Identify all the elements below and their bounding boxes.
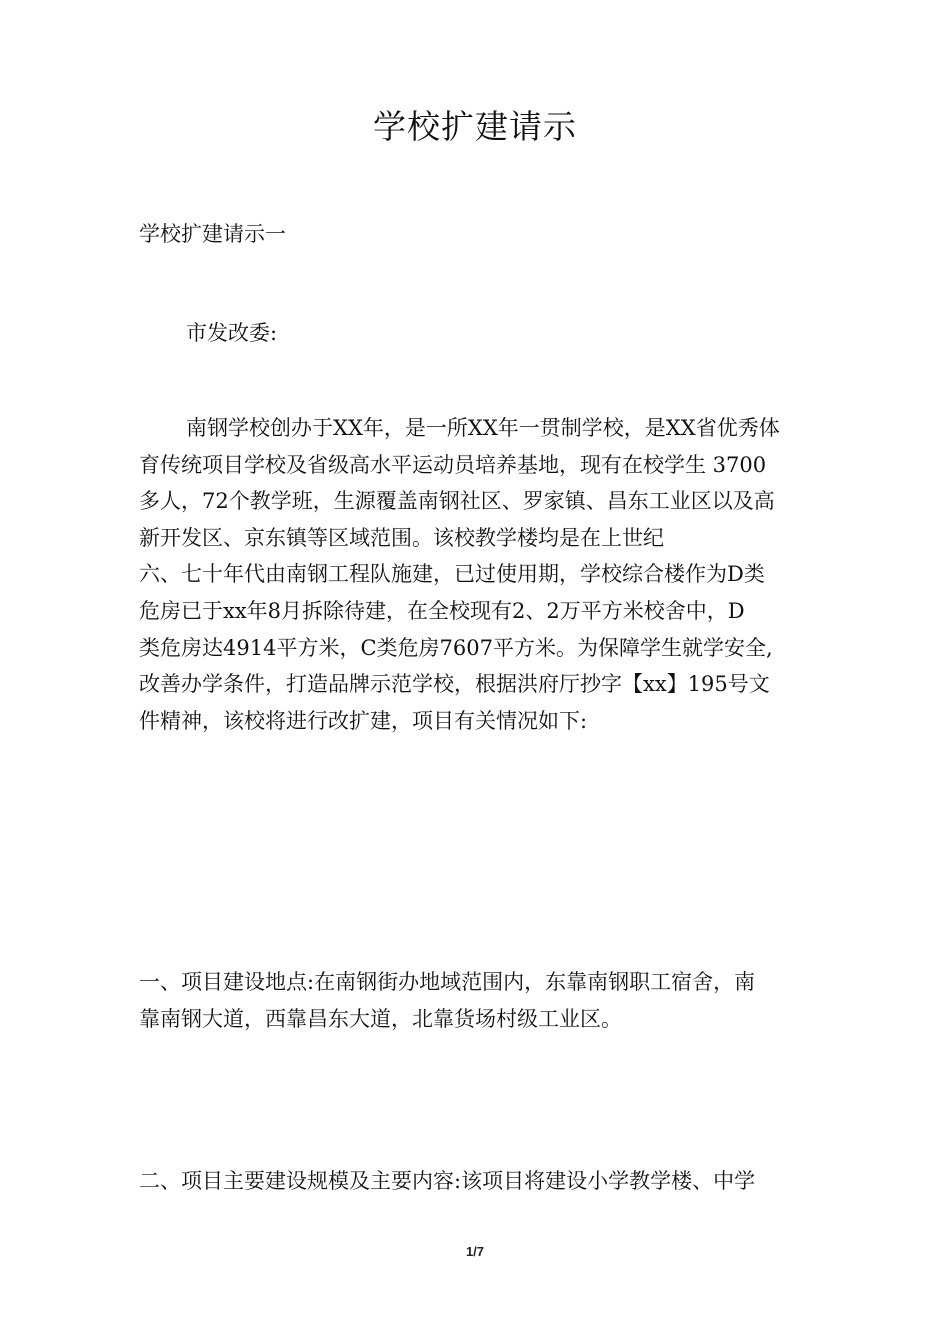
paragraph-line: 育传统项目学校及省级高水平运动员培养基地，现有在校学生 3700 — [139, 452, 767, 477]
paragraph-background — [139, 410, 819, 739]
paragraph-line: 危房已于xx年8月拆除待建，在全校现有2、2万平方米校舍中，D — [139, 598, 745, 623]
paragraph-line: 类危房达4914平方米，C类危房7607平方米。为保障学生就学安全, — [139, 635, 773, 660]
paragraph-line: 新开发区、京东镇等区域范围。该校教学楼均是在上世纪 — [139, 525, 664, 550]
page-number: 1/7 — [465, 1244, 485, 1259]
paragraph-line: 改善办学条件，打造品牌示范学校，根据洪府厅抄字【xx】195号文 — [139, 672, 770, 697]
paragraph-location — [139, 964, 819, 1037]
paragraph-line: 六、七十年代由南钢工程队施建，已过使用期，学校综合楼作为D类 — [139, 562, 765, 587]
salutation: 市发改委: — [186, 321, 278, 345]
paragraph-line: 多人，72个教学班，生源覆盖南钢社区、罗家镇、昌东工业区以及高 — [139, 489, 775, 514]
paragraph-line: 二、项目主要建设规模及主要内容:该项目将建设小学教学楼、中学 — [139, 1169, 756, 1193]
document-title: 学校扩建请示 — [373, 107, 577, 146]
paragraph-line: 件精神，该校将进行改扩建，项目有关情况如下: — [139, 708, 588, 733]
document-subtitle: 学校扩建请示一 — [139, 222, 286, 246]
paragraph-line: 靠南钢大道，西靠昌东大道，北靠货场村级工业区。 — [139, 1006, 622, 1031]
paragraph-scale — [139, 1163, 819, 1200]
paragraph-line: 一、项目建设地点:在南钢街办地域范围内，东靠南钢职工宿舍，南 — [139, 970, 756, 994]
paragraph-line: 南钢学校创办于XX年，是一所XX年一贯制学校，是XX省优秀体 — [186, 416, 780, 440]
